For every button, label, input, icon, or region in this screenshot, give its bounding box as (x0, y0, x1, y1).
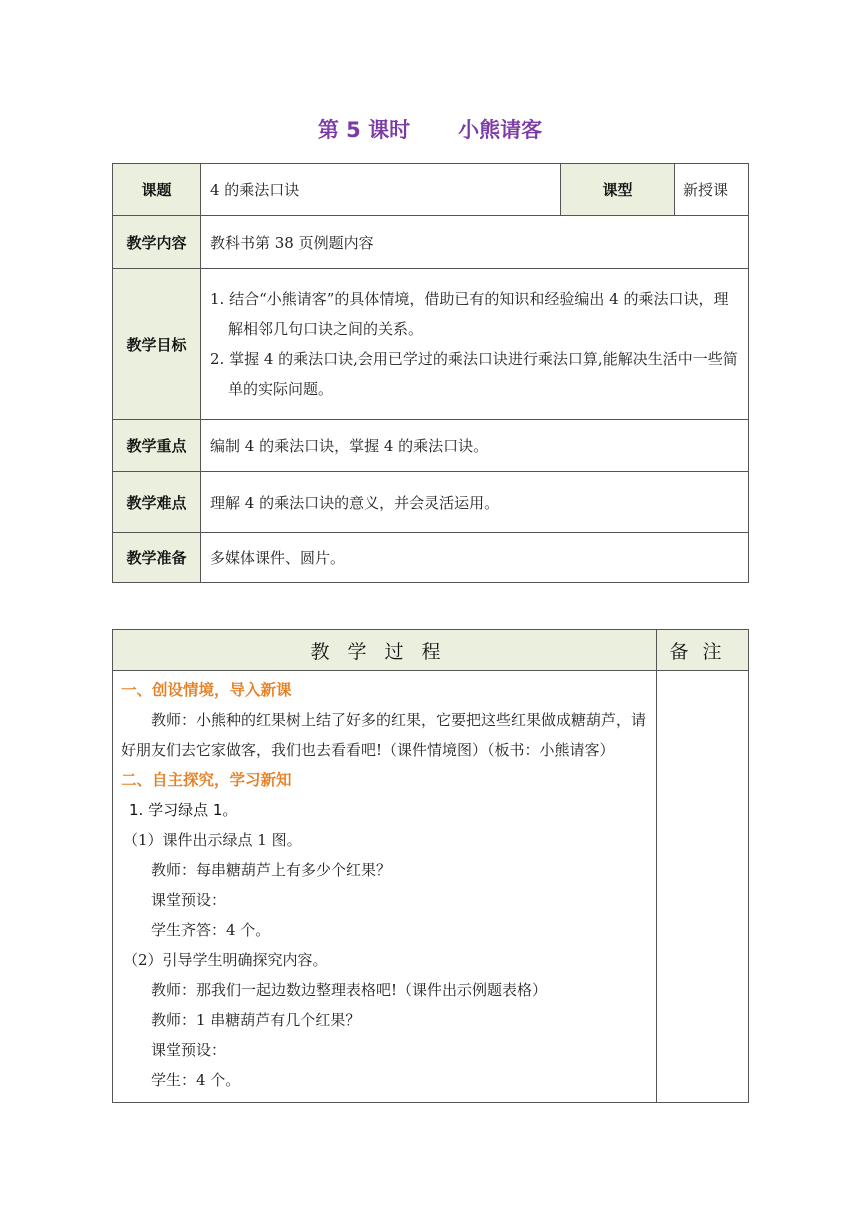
dialog-line: 教师：每串糖葫芦上有多少个红果？ (151, 861, 392, 879)
goal-item-2: 2. 掌握 4 的乘法口诀,会用已学过的乘法口诀进行乘法口算,能解决生活中一些简单的实际问题。 (210, 350, 738, 398)
difficulty-value: 理解 4 的乘法口诀的意义，并会灵活运用。 (201, 472, 749, 533)
info-row-content (113, 216, 749, 269)
info-row-goals (113, 269, 749, 420)
key-label: 教学重点 (113, 420, 201, 472)
dialog-line: 学生齐答：4 个。 (151, 921, 271, 939)
notes-column (657, 671, 749, 1103)
section-title-1: 一、创设情境，导入新课 (121, 681, 292, 699)
process-header-row (113, 630, 749, 671)
section-title-2: 二、自主探究，学习新知 (121, 771, 292, 789)
info-row-difficulty (113, 472, 749, 533)
notes-header: 备注 (657, 630, 749, 671)
process-body-row (113, 671, 749, 1103)
type-value: 新授课 (675, 164, 749, 216)
info-row-topic (113, 164, 749, 216)
topic-label: 课题 (113, 164, 201, 216)
prep-label: 教学准备 (113, 533, 201, 583)
type-label: 课型 (561, 164, 675, 216)
process-header: 教学过程 (113, 630, 657, 671)
goals-value (201, 269, 749, 420)
teaching-process-table (112, 629, 749, 1103)
dialog-line: 教师：那我们一起边数边整理表格吧!（课件出示例题表格） (151, 981, 548, 999)
key-value: 编制 4 的乘法口诀，掌握 4 的乘法口诀。 (201, 420, 749, 472)
lesson-name: 小熊请客 (458, 118, 543, 142)
info-row-key (113, 420, 749, 472)
process-content (113, 671, 657, 1103)
paragraph: 教师：小熊种的红果树上结了好多的红果，它要把这些红果做成糖葫芦，请好朋友们去它家做客，我们也去看看吧!（课件情境图）（板书：小熊请客） (121, 711, 647, 759)
goals-label: 教学目标 (113, 269, 201, 420)
dialog-line: 学生：4 个。 (151, 1071, 241, 1089)
step-line: （1）课件出示绿点 1 图。 (123, 831, 302, 849)
lesson-title (0, 114, 860, 144)
topic-value: 4 的乘法口诀 (201, 164, 561, 216)
content-value: 教科书第 38 页例题内容 (201, 216, 749, 269)
lesson-info-table (112, 163, 749, 583)
dialog-line: 课堂预设： (151, 1041, 227, 1059)
dialog-line: 教师：1 串糖葫芦有几个红果？ (151, 1011, 361, 1029)
subsection-title: 1. 学习绿点 1。 (129, 801, 238, 819)
dialog-line: 课堂预设： (151, 891, 227, 909)
goal-item-1: 1. 结合“小熊请客”的具体情境，借助已有的知识和经验编出 4 的乘法口诀，理解相邻几句口诀之间的关系。 (210, 290, 729, 338)
lesson-number: 第 5 课时 (317, 118, 411, 142)
prep-value: 多媒体课件、圆片。 (201, 533, 749, 583)
info-row-prep (113, 533, 749, 583)
step-line: （2）引导学生明确探究内容。 (123, 951, 328, 969)
content-label: 教学内容 (113, 216, 201, 269)
difficulty-label: 教学难点 (113, 472, 201, 533)
